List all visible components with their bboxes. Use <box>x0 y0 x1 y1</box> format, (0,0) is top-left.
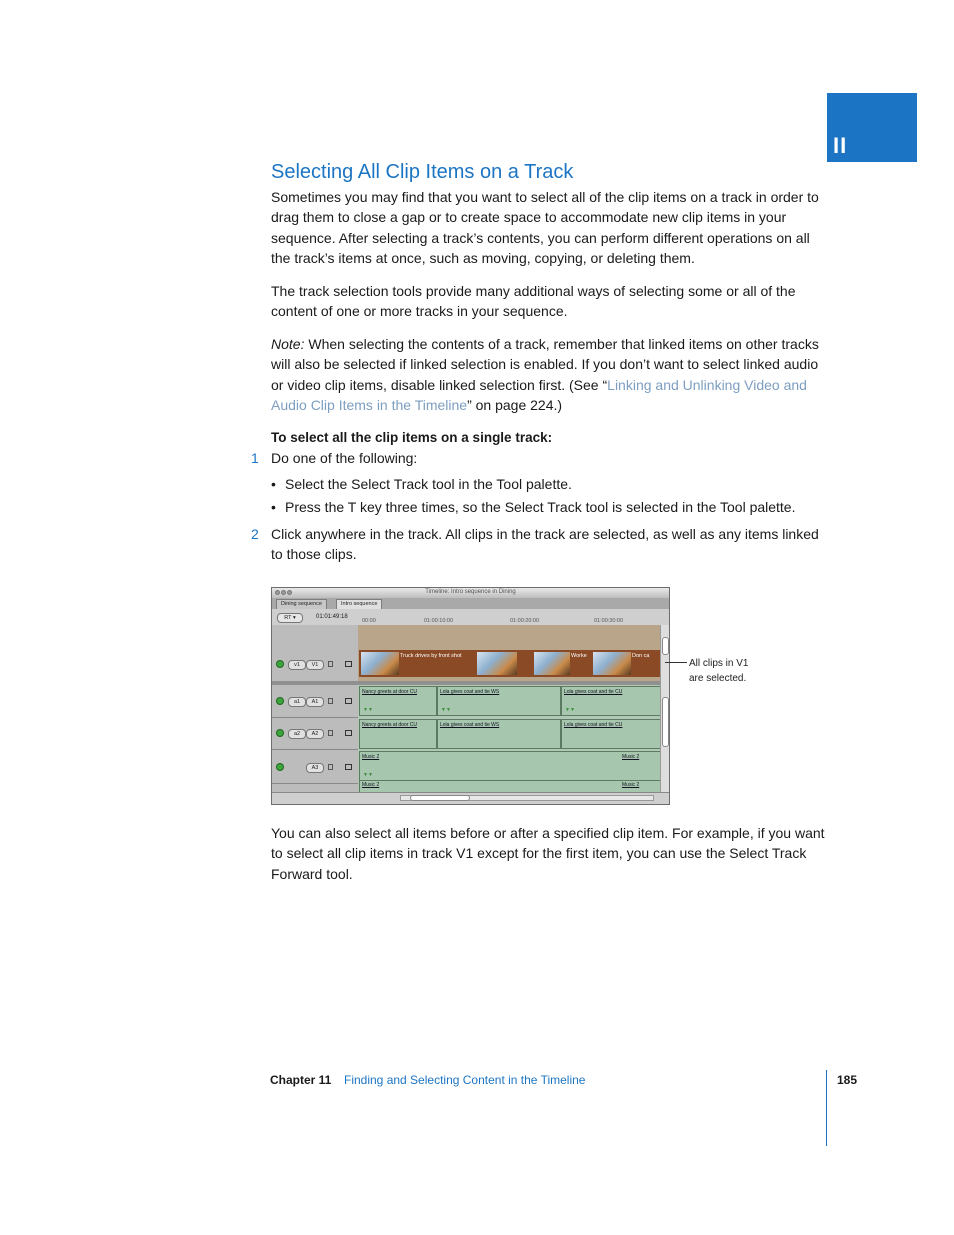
track-header-a2 <box>272 717 358 750</box>
speaker-track-icon[interactable] <box>345 730 352 736</box>
timeline-bottom-bar <box>272 792 669 804</box>
track-header-a3 <box>272 749 358 784</box>
speaker-icon[interactable] <box>276 697 284 705</box>
v1-clips-selected[interactable] <box>359 650 661 677</box>
audio-clip[interactable] <box>561 719 663 749</box>
scroll-thumb[interactable] <box>662 697 669 747</box>
sequence-tabs <box>272 598 669 609</box>
dest-a2[interactable]: A2 <box>306 729 324 739</box>
cross-reference-link[interactable]: Linking and Unlinking Video and Audio Clip Items in the Timeline <box>271 376 807 413</box>
paragraph-tools: The track selection tools provide many additional ways of selecting some or all of the content of one or more tracks in your sequence. <box>271 283 796 320</box>
dest-a1[interactable]: A1 <box>306 697 324 707</box>
link-markers: ▼▼ <box>363 707 373 713</box>
track-v1[interactable] <box>358 625 661 681</box>
audio-clip-music[interactable] <box>359 751 663 781</box>
note-text: When selecting the contents of a track, remember that linked items on other tracks will also be selected if linked selection is enabled. If you don’t want to select linked audio or video clip items, disable linked selection first. (See “ <box>271 336 819 393</box>
link-markers: ▼▼ <box>565 707 575 713</box>
source-v1[interactable]: v1 <box>288 660 306 670</box>
ruler-label: 01:00:10:00 <box>424 618 454 624</box>
audio-clip[interactable] <box>437 686 561 716</box>
audio-clip-label: Lola gives coat and tie CU <box>564 689 623 695</box>
note-after: ” on page 224.) <box>467 396 563 413</box>
dest-a3[interactable]: A3 <box>306 763 324 773</box>
note-paragraph <box>271 334 827 415</box>
scroll-thumb[interactable] <box>662 637 669 655</box>
source-a1[interactable]: a1 <box>288 697 306 707</box>
speaker-track-icon[interactable] <box>345 764 352 770</box>
source-a2[interactable]: a2 <box>288 729 306 739</box>
link-markers: ▼▼ <box>363 772 373 778</box>
speaker-track-icon[interactable] <box>345 698 352 704</box>
window-title: Timeline: Intro sequence in Dining <box>425 589 516 595</box>
bullet-text: Press the T key three times, so the Select Track tool is selected in the Tool palette. <box>285 499 796 515</box>
speaker-icon[interactable] <box>276 763 284 771</box>
vertical-scrollbar[interactable] <box>660 625 669 795</box>
filmstrip-icon[interactable] <box>345 661 352 667</box>
lock-icon[interactable] <box>328 698 333 704</box>
video-clip-label[interactable]: Don ca <box>632 653 650 659</box>
visibility-icon[interactable] <box>276 660 284 668</box>
speaker-icon[interactable] <box>276 729 284 737</box>
audio-clip-label: Lola gives coat and tie WS <box>440 689 500 695</box>
lock-icon[interactable] <box>328 730 333 736</box>
bullet-text: Select the Select Track tool in the Tool palette. <box>285 476 572 492</box>
callout-line <box>665 662 687 663</box>
audio-clip-label: Music 2 <box>362 782 380 788</box>
paragraph-forward-tool: You can also select all items before or after a specified clip item. For example, if you want to select all clip items in track V1 except for the first item, you can use the Select Track Forward tool. <box>271 825 825 882</box>
lock-icon[interactable] <box>328 661 333 667</box>
step-text: Do one of the following: <box>271 450 418 466</box>
audio-clip[interactable] <box>359 686 437 716</box>
clip-thumbnail <box>534 652 570 675</box>
video-clip-label[interactable]: Truck drives by front shot <box>400 653 462 659</box>
audio-clip-label: Lola gives coat and tie CU <box>564 722 623 728</box>
footer-rule <box>826 1070 827 1146</box>
video-clip-label[interactable]: Worke <box>571 653 587 659</box>
time-ruler[interactable] <box>358 609 659 625</box>
callout-line-2: are selected. <box>689 673 747 684</box>
clip-thumbnail <box>477 652 517 675</box>
horizontal-scroll-thumb[interactable] <box>410 795 470 801</box>
audio-clip-label: Music 2 <box>362 754 380 760</box>
tab-intro-sequence[interactable]: Intro sequence <box>336 599 382 609</box>
track-headers <box>272 625 358 795</box>
ruler-label: 01:00:30:00 <box>594 618 624 624</box>
paragraph-intro: Sometimes you may find that you want to select all of the clip items on a track in order to drag them to close a gap or to create space to accommodate new clip items in your sequence. After selecting a track’s contents, you can perform different operations on all the track’s items at once, such as moving, copying, or deleting them. <box>271 189 819 266</box>
audio-clip[interactable] <box>561 686 663 716</box>
step-number: 2 <box>251 526 259 542</box>
audio-clip-label: Music 2 <box>622 782 640 788</box>
audio-tracks[interactable] <box>358 685 661 795</box>
clip-thumbnail <box>593 652 631 675</box>
link-markers: ▼▼ <box>441 707 451 713</box>
step-text: Click anywhere in the track. All clips in the track are selected, as well as any items linked to those clips. <box>271 526 819 563</box>
ruler-label: 01:00:20:00 <box>510 618 540 624</box>
bullet-item: • Select the Select Track tool in the Tool palette. <box>271 476 572 492</box>
track-header-a1 <box>272 685 358 718</box>
callout-line-1: All clips in V1 <box>689 658 749 669</box>
footer-chapter-title[interactable]: Finding and Selecting Content in the Timeline <box>344 1073 586 1087</box>
footer-chapter: Chapter 11 <box>270 1073 332 1087</box>
part-number: II <box>833 133 848 158</box>
ruler-label: 00:00 <box>362 618 376 624</box>
rt-popup[interactable]: RT ▾ <box>277 613 303 623</box>
note-label: Note: <box>271 336 305 352</box>
audio-clip-label: Nancy greets at door CU <box>362 722 418 728</box>
track-header-v1 <box>272 625 358 682</box>
dest-v1[interactable]: V1 <box>306 660 324 670</box>
lock-icon[interactable] <box>328 764 333 770</box>
page-number: 185 <box>837 1073 858 1087</box>
audio-clip-label: Lola gives coat and tie WS <box>440 722 500 728</box>
timeline-screenshot <box>271 587 670 805</box>
tab-dining-sequence[interactable]: Dining sequence <box>276 599 327 609</box>
audio-clip[interactable] <box>437 719 561 749</box>
bullet-item: • Press the T key three times, so the Select Track tool is selected in the Tool palette. <box>271 499 796 515</box>
audio-clip-label: Nancy greets at door CU <box>362 689 418 695</box>
task-heading: To select all the clip items on a single track: <box>271 430 553 445</box>
step-number: 1 <box>251 450 259 466</box>
audio-clip[interactable] <box>359 719 437 749</box>
section-heading: Selecting All Clip Items on a Track <box>271 161 574 183</box>
audio-clip-label: Music 2 <box>622 754 640 760</box>
part-tab <box>827 93 917 162</box>
figure-callout <box>689 656 748 686</box>
current-timecode[interactable]: 01:01:49:18 <box>316 614 348 620</box>
clip-thumbnail <box>361 652 399 675</box>
